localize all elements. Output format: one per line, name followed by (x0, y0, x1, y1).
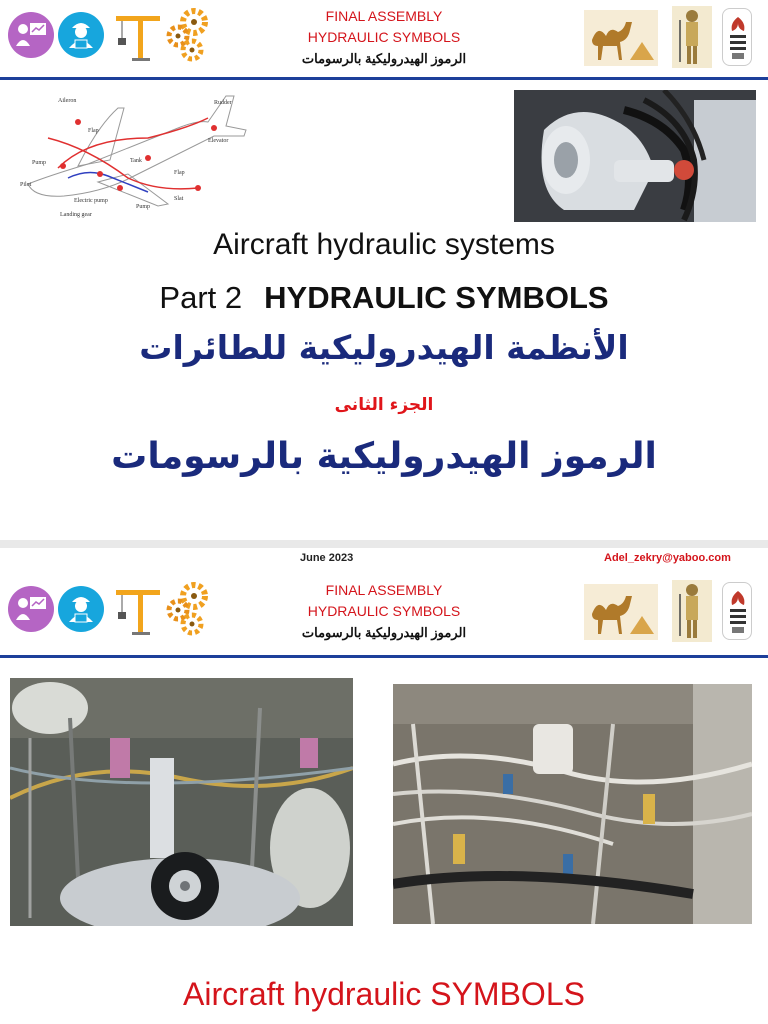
header-text (230, 6, 538, 69)
camel-icon (584, 584, 658, 640)
diagram-label: Tank (130, 158, 142, 164)
presenter-icon (8, 586, 54, 632)
email-label: Adel_zekry@yaboo.com (604, 552, 731, 564)
header-rule (0, 77, 768, 80)
arabic-subtitle: الرموز الهيدروليكية بالرسومات (111, 436, 657, 477)
header-line-2: HYDRAULIC SYMBOLS (307, 603, 461, 619)
gears-icon (164, 580, 214, 636)
slide-header (0, 574, 768, 656)
emblem-icon (722, 582, 752, 640)
hydraulic-piping-photo (393, 684, 752, 924)
arabic-title: الأنظمة الهيدروليكية للطائرات (139, 328, 629, 367)
header-arabic: الرموز الهيدروليكية بالرسومات (301, 625, 467, 640)
slide-header (0, 0, 768, 82)
engineer-icon (58, 12, 104, 58)
diagram-label: Flap (174, 170, 185, 176)
landing-gear-bay-photo (10, 678, 353, 926)
title-part-number: Part 2 (159, 280, 243, 315)
title-part (0, 280, 768, 316)
diagram-label: Electric pump (74, 198, 108, 204)
gears-icon (164, 6, 214, 62)
hydraulic-actuator-photo (514, 90, 756, 222)
crane-icon (112, 582, 162, 636)
diagram-label: Pump (136, 204, 151, 210)
engineer-icon (58, 586, 104, 632)
diagram-label: Slat (174, 196, 184, 202)
header-line-1: FINAL ASSEMBLY (325, 582, 443, 598)
header-arabic: الرموز الهيدروليكية بالرسومات (301, 51, 467, 66)
diagram-label: Landing gear (60, 212, 92, 218)
presenter-icon (8, 12, 54, 58)
diagram-label: Rudder (214, 100, 232, 106)
pharaoh-icon (672, 580, 712, 642)
diagram-label: Aileron (58, 98, 77, 104)
diagram-label: Flap (88, 128, 99, 134)
diagram-label: Pilot (20, 182, 32, 188)
header-rule (0, 655, 768, 658)
slide-separator (0, 540, 768, 548)
title-symbols: HYDRAULIC SYMBOLS (264, 280, 609, 315)
bottom-title: Aircraft hydraulic SYMBOLS (183, 976, 585, 1012)
header-line-2: HYDRAULIC SYMBOLS (307, 29, 461, 45)
emblem-icon (722, 8, 752, 66)
diagram-label: Elevator (208, 138, 229, 144)
header-line-1: FINAL ASSEMBLY (325, 8, 443, 24)
aircraft-hydraulic-diagram (18, 88, 256, 220)
slide-2 (0, 548, 768, 1024)
diagram-label: Pump (32, 160, 47, 166)
header-text (230, 580, 538, 643)
arabic-part: الجزء الثانى (334, 395, 434, 415)
date-label: June 2023 (300, 552, 354, 564)
camel-icon (584, 10, 658, 66)
crane-icon (112, 8, 162, 62)
pharaoh-icon (672, 6, 712, 68)
title-english: Aircraft hydraulic systems (213, 228, 555, 261)
